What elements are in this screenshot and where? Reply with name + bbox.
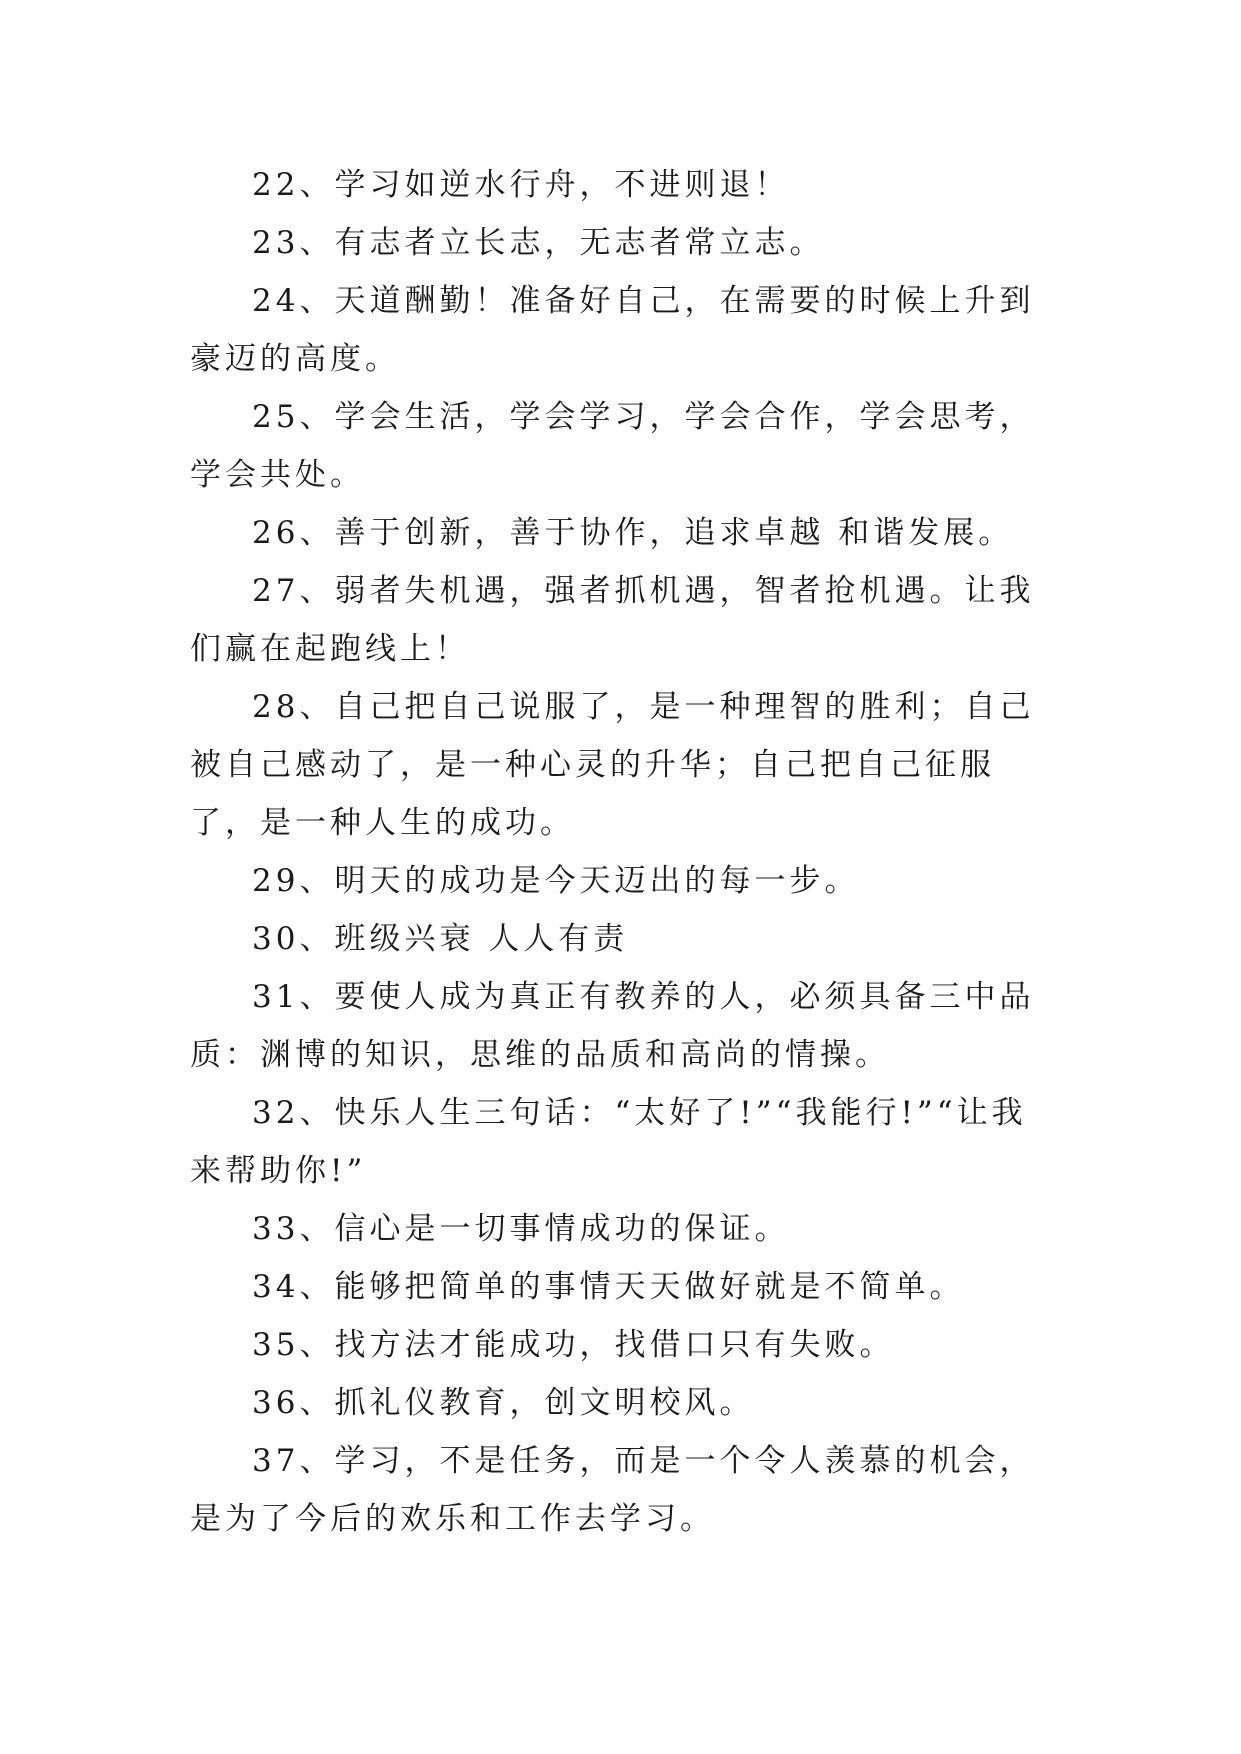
paragraph-29: 29、明天的成功是今天迈出的每一步。: [252, 863, 860, 899]
paragraph-26: 26、善于创新，善于协作，追求卓越 和谐发展。: [252, 515, 1014, 551]
paragraph-23: 23、有志者立长志，无志者常立志。: [252, 225, 825, 261]
paragraph-35: 35、找方法才能成功，找借口只有失败。: [252, 1327, 895, 1363]
paragraph-24: 24、天道酬勤！准备好自己，在需要的时候上升到豪迈的高度。: [190, 283, 1035, 377]
paragraph-36: 36、抓礼仪教育，创文明校风。: [252, 1385, 755, 1421]
paragraph-37: 37、学习，不是任务，而是一个令人羡慕的机会，是为了今后的欢乐和工作去学习。: [190, 1443, 1035, 1537]
paragraph-28: 28、自己把自己说服了，是一种理智的胜利；自己被自己感动了，是一种心灵的升华；自己把自己征服了，是一种人生的成功。: [190, 689, 1035, 841]
paragraph-30: 30、班级兴衰 人人有责: [252, 921, 629, 957]
paragraph-27: 27、弱者失机遇，强者抓机遇，智者抢机遇。让我们赢在起跑线上！: [190, 573, 1035, 667]
paragraph-31: 31、要使人成为真正有教养的人，必须具备三中品质：渊博的知识，思维的品质和高尚的情操。: [190, 979, 1035, 1073]
paragraph-22: 22、学习如逆水行舟，不进则退！: [252, 167, 790, 203]
document-body: [190, 156, 1050, 1548]
paragraph-34: 34、能够把简单的事情天天做好就是不简单。: [252, 1269, 965, 1305]
paragraph-32: 32、快乐人生三句话：“太好了!”“我能行!”“让我来帮助你!”: [190, 1095, 1027, 1189]
paragraph-25: 25、学会生活，学会学习，学会合作，学会思考，学会共处。: [190, 399, 1035, 493]
paragraph-33: 33、信心是一切事情成功的保证。: [252, 1211, 790, 1247]
